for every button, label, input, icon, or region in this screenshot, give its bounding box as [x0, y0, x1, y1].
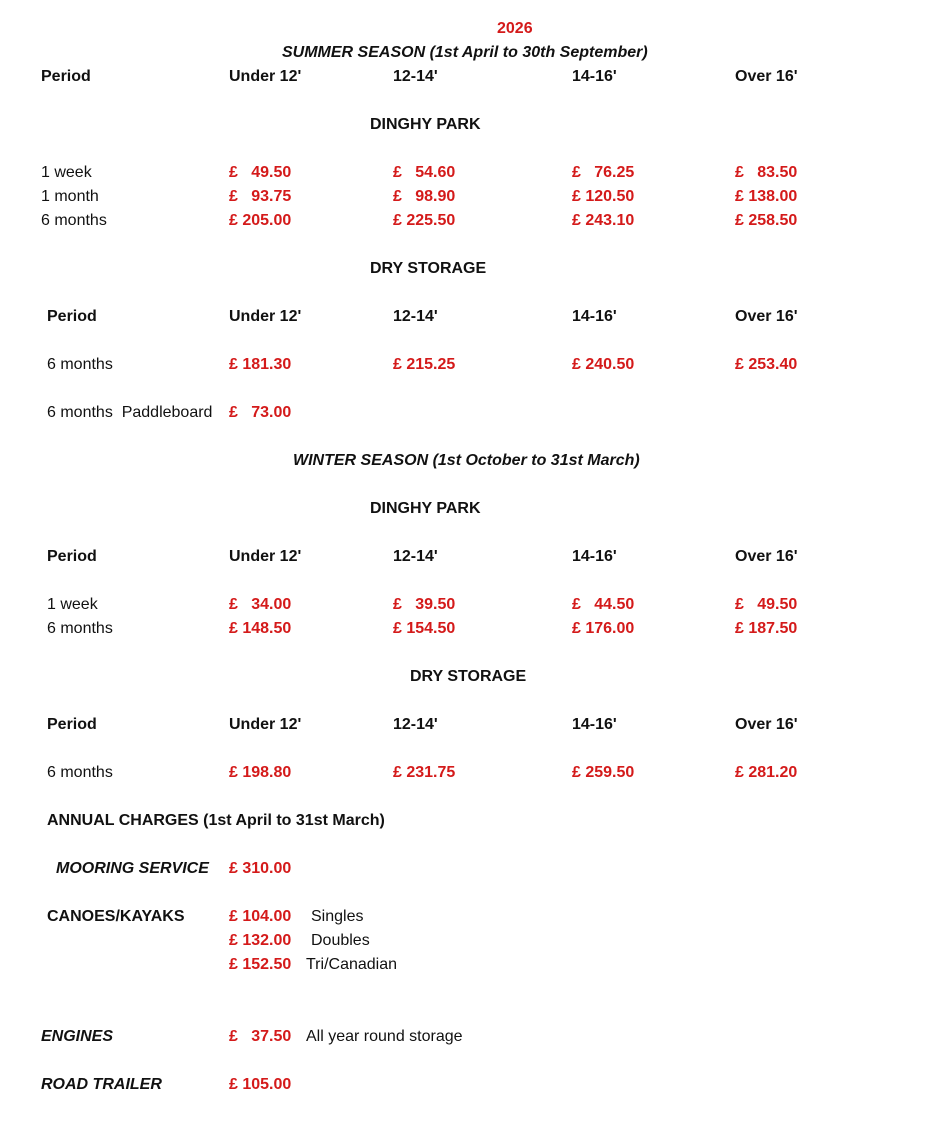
summer-header-under12: Under 12' [229, 68, 302, 85]
engines-desc: All year round storage [306, 1028, 463, 1045]
winter-dinghy-park-title: DINGHY PARK [370, 500, 481, 517]
summer-dinghy-row-price: £ 243.10 [572, 212, 635, 229]
winter-dinghy-row-price: £ 148.50 [229, 620, 292, 637]
summer-dinghy-row-price: £ 93.75 [229, 188, 292, 205]
summer-dry-row-period: 6 months [47, 356, 113, 373]
winter-dinghy-row-price: £ 39.50 [393, 596, 456, 613]
winter-dry-header-under12: Under 12' [229, 716, 302, 733]
engines-label: ENGINES [41, 1028, 114, 1045]
canoe-price: £ 104.00 [229, 908, 292, 925]
road-trailer-price: £ 105.00 [229, 1076, 292, 1093]
canoe-desc: Tri/Canadian [306, 956, 398, 973]
winter-dinghy-row-period: 6 months [47, 620, 113, 637]
summer-dinghy-row-price: £ 98.90 [393, 188, 456, 205]
summer-dry-header-12-14: 12-14' [393, 308, 438, 325]
annual-charges-title: ANNUAL CHARGES (1st April to 31st March) [47, 812, 385, 829]
year-title: 2026 [497, 20, 533, 37]
summer-dinghy-row-price: £ 258.50 [735, 212, 798, 229]
winter-dinghy-header-period: Period [47, 548, 97, 565]
summer-dinghy-row-price: £ 54.60 [393, 164, 456, 181]
summer-dinghy-row-price: £ 49.50 [229, 164, 292, 181]
summer-header-14-16: 14-16' [572, 68, 617, 85]
summer-dry-storage-title: DRY STORAGE [370, 260, 487, 277]
winter-dry-header-over16: Over 16' [735, 716, 798, 733]
winter-dinghy-header-over16: Over 16' [735, 548, 798, 565]
summer-dinghy-row-price: £ 205.00 [229, 212, 292, 229]
summer-dry-header-period: Period [47, 308, 97, 325]
mooring-service-label: MOORING SERVICE [56, 860, 209, 877]
summer-dry-row-price: £ 181.30 [229, 356, 292, 373]
canoe-desc: Singles [311, 908, 364, 925]
winter-dry-row-price: £ 259.50 [572, 764, 635, 781]
canoe-desc: Doubles [311, 932, 370, 949]
winter-dinghy-header-under12: Under 12' [229, 548, 302, 565]
winter-dinghy-row-price: £ 176.00 [572, 620, 635, 637]
winter-dinghy-row-period: 1 week [47, 596, 98, 613]
summer-dinghy-row-period: 1 week [41, 164, 92, 181]
summer-dinghy-row-price: £ 120.50 [572, 188, 635, 205]
summer-dinghy-row-period: 1 month [41, 188, 99, 205]
winter-season-title: WINTER SEASON (1st October to 31st March) [293, 452, 640, 469]
mooring-service-price: £ 310.00 [229, 860, 292, 877]
summer-dry-header-14-16: 14-16' [572, 308, 617, 325]
canoes-kayaks-label: CANOES/KAYAKS [47, 908, 185, 925]
winter-dry-storage-title: DRY STORAGE [410, 668, 527, 685]
winter-dry-header-12-14: 12-14' [393, 716, 438, 733]
road-trailer-label: ROAD TRAILER [41, 1076, 162, 1093]
winter-dinghy-row-price: £ 154.50 [393, 620, 456, 637]
summer-dry-row-price: £ 215.25 [393, 356, 456, 373]
winter-dinghy-row-price: £ 49.50 [735, 596, 798, 613]
winter-dry-header-14-16: 14-16' [572, 716, 617, 733]
summer-dry-header-under12: Under 12' [229, 308, 302, 325]
summer-dinghy-row-price: £ 138.00 [735, 188, 798, 205]
winter-dry-row-price: £ 281.20 [735, 764, 798, 781]
winter-dry-row-price: £ 198.80 [229, 764, 292, 781]
canoe-price: £ 152.50 [229, 956, 292, 973]
winter-dry-row-period: 6 months [47, 764, 113, 781]
summer-dry-row-price: £ 253.40 [735, 356, 798, 373]
canoe-price: £ 132.00 [229, 932, 292, 949]
winter-dinghy-row-price: £ 44.50 [572, 596, 635, 613]
summer-dinghy-row-price: £ 83.50 [735, 164, 798, 181]
summer-header-over16: Over 16' [735, 68, 798, 85]
winter-dry-row-price: £ 231.75 [393, 764, 456, 781]
engines-price: £ 37.50 [229, 1028, 292, 1045]
summer-dinghy-row-price: £ 76.25 [572, 164, 635, 181]
winter-dinghy-row-price: £ 34.00 [229, 596, 292, 613]
winter-dinghy-header-12-14: 12-14' [393, 548, 438, 565]
winter-dry-header-period: Period [47, 716, 97, 733]
paddleboard-price: £ 73.00 [229, 404, 292, 421]
summer-dinghy-row-price: £ 225.50 [393, 212, 456, 229]
winter-dinghy-row-price: £ 187.50 [735, 620, 798, 637]
summer-dinghy-park-title: DINGHY PARK [370, 116, 481, 133]
paddleboard-label: 6 months Paddleboard [47, 404, 213, 421]
summer-header-12-14: 12-14' [393, 68, 438, 85]
summer-season-title: SUMMER SEASON (1st April to 30th September) [282, 44, 648, 61]
summer-dry-row-price: £ 240.50 [572, 356, 635, 373]
summer-dry-header-over16: Over 16' [735, 308, 798, 325]
summer-dinghy-row-period: 6 months [41, 212, 107, 229]
summer-header-period: Period [41, 68, 91, 85]
winter-dinghy-header-14-16: 14-16' [572, 548, 617, 565]
